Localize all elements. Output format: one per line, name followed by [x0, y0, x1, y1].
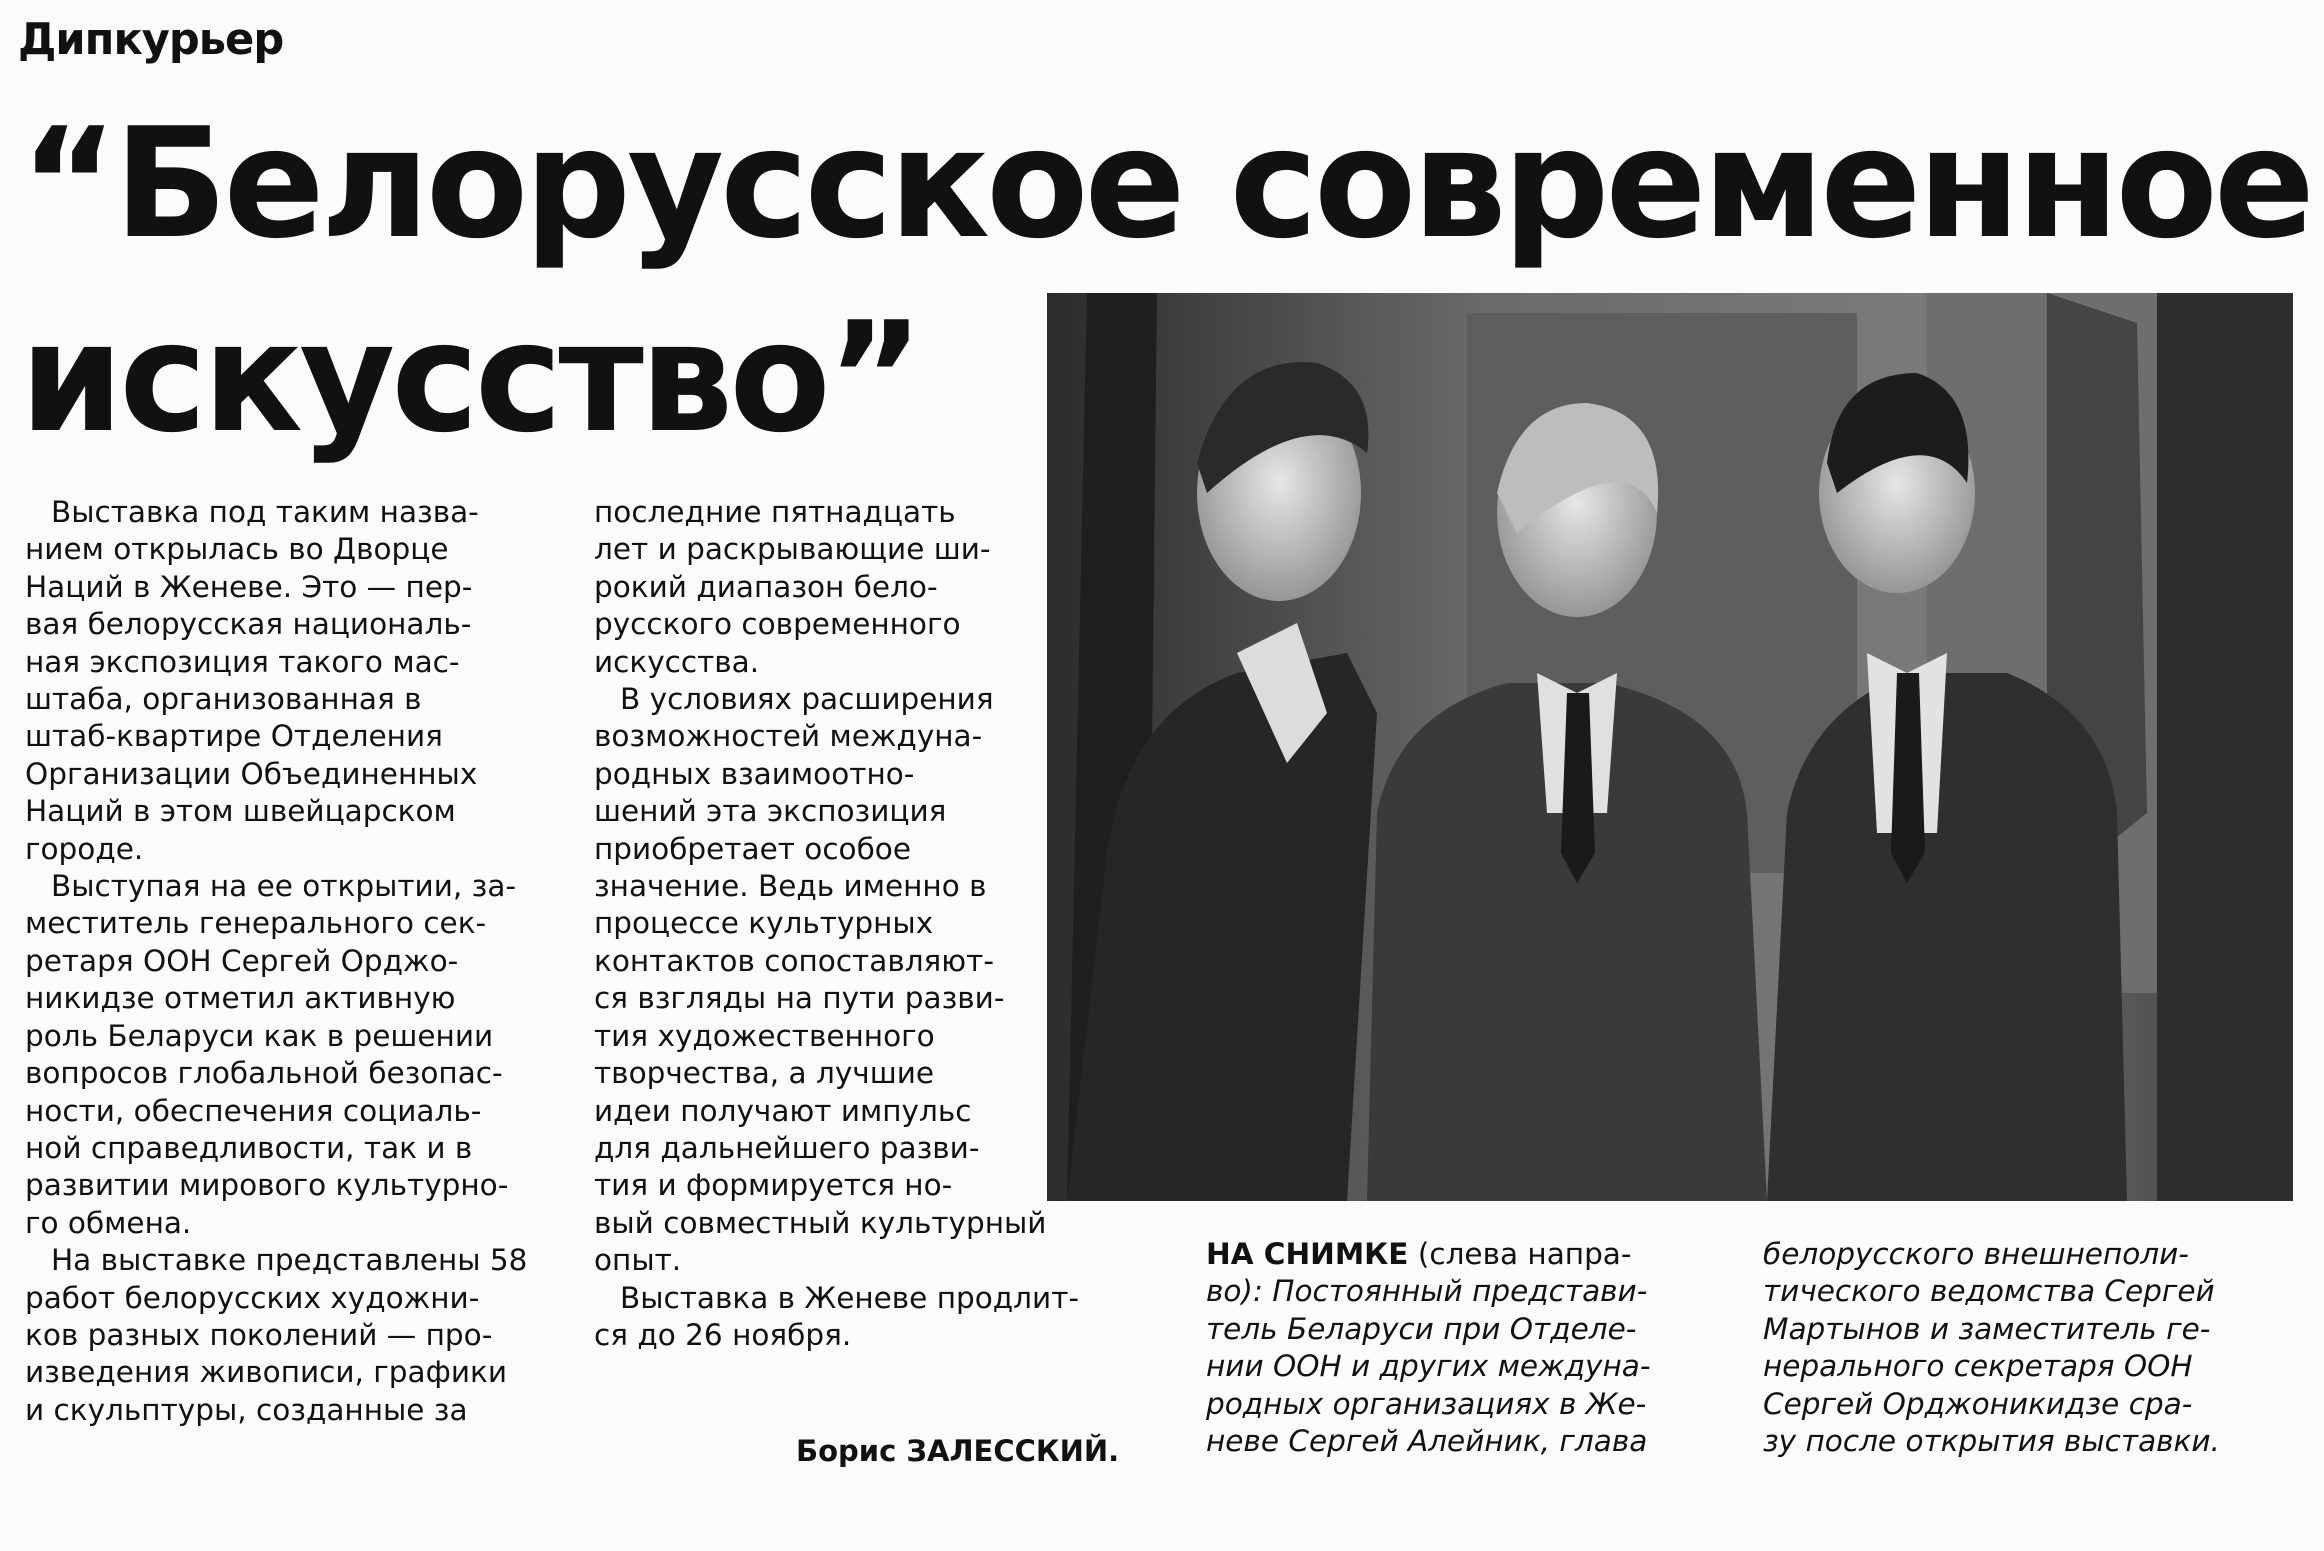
text-line: ся взгляды на пути разви- — [594, 981, 1005, 1016]
text-line: родных взаимоотно- — [594, 756, 915, 791]
text-line: вая белорусская националь- — [25, 607, 472, 642]
caption-line: тель Беларуси при Отделе- — [1206, 1311, 1637, 1346]
text-line: городе. — [25, 831, 144, 866]
caption-line — [1206, 1236, 1715, 1273]
text-line: возможностей междуна- — [594, 719, 983, 754]
text-line: ся до 26 ноября. — [594, 1317, 852, 1352]
text-line: искусства. — [594, 644, 760, 679]
text-line: тия и формируется но- — [594, 1168, 953, 1203]
text-line: го обмена. — [25, 1205, 192, 1240]
text-line: идеи получают импульс — [594, 1093, 972, 1128]
text-line: контактов сопоставляют- — [594, 943, 994, 978]
text-line: роль Беларуси как в решении — [25, 1018, 494, 1053]
headline-line-2: искусство” — [20, 289, 920, 466]
text-line: для дальнейшего разви- — [594, 1130, 980, 1165]
text-line: ретаря ООН Сергей Орджо- — [25, 943, 459, 978]
text-line: и скульптуры, созданные за — [25, 1392, 468, 1427]
caption-column-2 — [1763, 1236, 2291, 1460]
text-line: последние пятнадцать — [594, 495, 956, 529]
text-line: Выставка в Женеве продлит- — [620, 1280, 1080, 1315]
caption-line: белорусского внешнеполи- — [1763, 1237, 2189, 1271]
text-line: штаба, организованная в — [25, 682, 422, 717]
photo — [1047, 293, 2293, 1201]
text-line: ной справедливости, так и в — [25, 1130, 473, 1165]
text-line: рокий диапазон бело- — [594, 569, 938, 604]
caption-line: Сергей Орджоникидзе сра- — [1763, 1386, 2193, 1421]
text-line: штаб-квартире Отделения — [25, 719, 443, 754]
text-line: процессе культурных — [594, 906, 934, 941]
article-column-2 — [594, 494, 1080, 1354]
text-line: лет и раскрывающие ши- — [594, 532, 991, 567]
text-line: приобретает особое — [594, 831, 911, 866]
caption-line: тического ведомства Сергей — [1763, 1274, 2215, 1309]
caption-lead: НА СНИМКЕ — [1206, 1237, 1409, 1271]
text-line: Наций в этом швейцарском — [25, 794, 456, 829]
rubric: Дипкурьер — [18, 14, 284, 65]
caption-line: родных организациях в Же- — [1206, 1386, 1647, 1421]
caption-line: нерального секретаря ООН — [1763, 1349, 2193, 1384]
caption-line: нии ООН и других междуна- — [1206, 1349, 1651, 1384]
caption-line: во): Постоянный представи- — [1206, 1274, 1648, 1309]
text-line: вый совместный культурный — [594, 1205, 1047, 1240]
text-line: русского современного — [594, 607, 961, 642]
text-line: шений эта экспозиция — [594, 794, 947, 829]
caption-column-1 — [1206, 1236, 1715, 1460]
caption-paren: (слева напра- — [1417, 1237, 1632, 1271]
text-line: тия художественного — [594, 1018, 935, 1053]
byline: Борис ЗАЛЕССКИЙ. — [796, 1434, 1120, 1468]
text-line: В условиях расширения — [620, 682, 994, 717]
text-line: вопросов глобальной безопас- — [25, 1056, 503, 1091]
text-line: На выставке представлены 58 — [51, 1243, 528, 1278]
caption-line: Мартынов и заместитель ге- — [1763, 1311, 2211, 1346]
text-line: творчества, а лучшие — [594, 1056, 935, 1091]
text-line: ности, обеспечения социаль- — [25, 1093, 482, 1128]
text-line: опыт. — [594, 1243, 682, 1278]
text-line: значение. Ведь именно в — [594, 869, 987, 904]
text-line: развитии мирового культурно- — [25, 1168, 509, 1203]
text-line: ков разных поколений — про- — [25, 1317, 493, 1352]
article-column-1 — [25, 494, 547, 1429]
text-line: нием открылась во Дворце — [25, 532, 449, 567]
text-line: Выступая на ее открытии, за- — [51, 869, 517, 904]
headline-line-1: “Белорусское современное — [20, 95, 2312, 272]
caption-line: неве Сергей Алейник, глава — [1206, 1424, 1648, 1459]
text-line: ная экспозиция такого мас- — [25, 644, 460, 679]
caption-line: зу после открытия выставки. — [1763, 1424, 2220, 1459]
text-line: Наций в Женеве. Это — пер- — [25, 569, 473, 604]
text-line: изведения живописи, графики — [25, 1355, 507, 1390]
text-line: никидзе отметил активную — [25, 981, 456, 1016]
text-line: меститель генерального сек- — [25, 906, 487, 941]
text-line: работ белорусских художни- — [25, 1280, 480, 1315]
text-line: Выставка под таким назва- — [51, 495, 479, 529]
text-line: Организации Объединенных — [25, 756, 478, 791]
